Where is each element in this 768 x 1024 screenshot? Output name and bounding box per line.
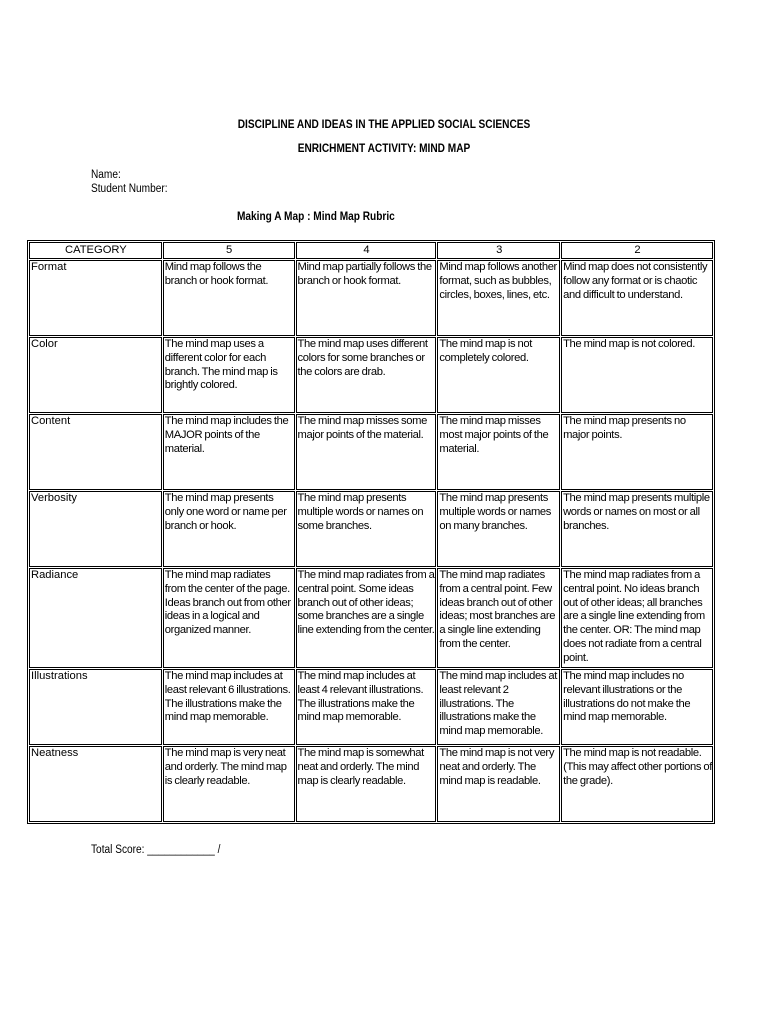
name-field-label: Name:: [91, 169, 121, 181]
criterion-cell: The mind map includes at least relevant 6 illustrations. The illustrations make the mind map memorable.: [163, 669, 295, 745]
criterion-cell: Mind map follows another format, such as bubbles, circles, boxes, lines, etc.: [437, 260, 560, 336]
header-score-4: 4: [296, 242, 437, 259]
criterion-cell: The mind map misses some major points of the material.: [296, 414, 437, 490]
criterion-cell: The mind map uses a different color for each branch. The mind map is brightly colored.: [163, 337, 295, 413]
rubric-table: [27, 240, 715, 824]
criterion-cell: The mind map presents multiple words or names on many branches.: [437, 491, 560, 567]
criterion-cell: The mind map radiates from a central point. No ideas branch out of other ideas; all branches are a single line extending from the center. OR: The mind map does not radiate from a central point.: [561, 568, 713, 668]
criterion-cell: The mind map radiates from the center of the page. Ideas branch out from other ideas in a logical and organized manner.: [163, 568, 295, 668]
criterion-cell: Mind map partially follows the branch or hook format.: [296, 260, 437, 336]
document-title: DISCIPLINE AND IDEAS IN THE APPLIED SOCIAL SCIENCES: [237, 119, 531, 131]
category-label: Illustrations: [29, 669, 162, 745]
criterion-cell: The mind map presents no major points.: [561, 414, 713, 490]
criterion-cell: The mind map is very neat and orderly. The mind map is clearly readable.: [163, 746, 295, 822]
criterion-cell: Mind map does not consistently follow any format or is chaotic and difficult to understand.: [561, 260, 713, 336]
category-label: Content: [29, 414, 162, 490]
category-label: Verbosity: [29, 491, 162, 567]
criterion-cell: The mind map radiates from a central point. Few ideas branch out of other ideas; most branches are a single line extending from the center.: [437, 568, 560, 668]
total-score-line: Total Score: ____________ /: [91, 844, 221, 856]
table-row: [29, 260, 713, 336]
table-row: [29, 669, 713, 745]
criterion-cell: The mind map includes at least 4 relevant illustrations. The illustrations make the mind map memorable.: [296, 669, 437, 745]
student-number-field-label: Student Number:: [91, 183, 168, 195]
table-row: [29, 568, 713, 668]
criterion-cell: The mind map includes the MAJOR points of the material.: [163, 414, 295, 490]
criterion-cell: The mind map is not very neat and orderly. The mind map is readable.: [437, 746, 560, 822]
table-row: [29, 414, 713, 490]
header-score-5: 5: [163, 242, 295, 259]
criterion-cell: The mind map uses different colors for some branches or the colors are drab.: [296, 337, 437, 413]
criterion-cell: The mind map is not colored.: [561, 337, 713, 413]
rubric-title: Making A Map : Mind Map Rubric: [237, 211, 395, 223]
criterion-cell: The mind map presents multiple words or names on some branches.: [296, 491, 437, 567]
criterion-cell: The mind map presents multiple words or names on most or all branches.: [561, 491, 713, 567]
criterion-cell: The mind map presents only one word or name per branch or hook.: [163, 491, 295, 567]
table-row: [29, 491, 713, 567]
criterion-cell: The mind map radiates from a central point. Some ideas branch out of other ideas; some branches are a single line extending from the center.: [296, 568, 437, 668]
criterion-cell: The mind map is not readable. (This may affect other portions of the grade).: [561, 746, 713, 822]
criterion-cell: Mind map follows the branch or hook format.: [163, 260, 295, 336]
rubric-header-row: [29, 242, 713, 259]
criterion-cell: The mind map includes at least relevant 2 illustrations. The illustrations make the mind map memorable.: [437, 669, 560, 745]
table-row: [29, 337, 713, 413]
criterion-cell: The mind map misses most major points of the material.: [437, 414, 560, 490]
criterion-cell: The mind map includes no relevant illustrations or the illustrations do not make the mind map memorable.: [561, 669, 713, 745]
category-label: Neatness: [29, 746, 162, 822]
table-row: [29, 746, 713, 822]
category-label: Format: [29, 260, 162, 336]
document-subtitle: ENRICHMENT ACTIVITY: MIND MAP: [297, 143, 471, 155]
header-category: CATEGORY: [29, 242, 162, 259]
criterion-cell: The mind map is not completely colored.: [437, 337, 560, 413]
header-score-3: 3: [437, 242, 560, 259]
header-score-2: 2: [561, 242, 713, 259]
category-label: Radiance: [29, 568, 162, 668]
category-label: Color: [29, 337, 162, 413]
criterion-cell: The mind map is somewhat neat and orderly. The mind map is clearly readable.: [296, 746, 437, 822]
